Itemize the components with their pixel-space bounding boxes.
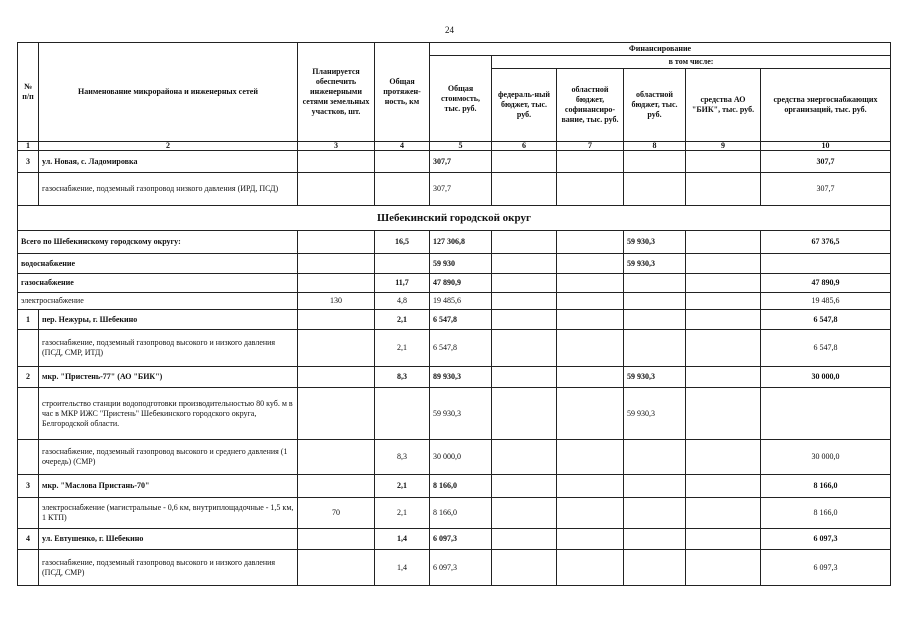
cell-bik [686,254,761,274]
cell-plots: 70 [298,498,375,529]
cell-plots [298,475,375,498]
cell-cofin [557,274,624,293]
header-federal: федераль-ный бюджет, тыс. руб. [492,69,557,142]
row-number [18,173,39,206]
header-name: Наименование микрорайона и инженерных сетей [39,43,298,142]
cell-federal [492,529,557,550]
table-row [18,498,891,529]
cell-length: 8,3 [375,440,430,475]
totals-name: водоснабжение [18,254,298,274]
cell-cofin [557,475,624,498]
cell-bik [686,151,761,173]
cell-energy: 307,7 [761,151,891,173]
cell-regional [624,274,686,293]
totals-row [18,231,891,254]
cell-bik [686,310,761,330]
table-row [18,440,891,475]
cell-plots [298,173,375,206]
cell-total: 6 097,3 [430,529,492,550]
cell-federal [492,151,557,173]
cell-cofin [557,367,624,388]
header-regional-cofin: областной бюджет, софинансиро-вание, тыс. руб. [557,69,624,142]
cell-energy [761,388,891,440]
cell-total: 30 000,0 [430,440,492,475]
cell-bik [686,498,761,529]
column-number: 10 [761,142,891,151]
row-name: ул. Новая, с. Ладомировка [39,151,298,173]
cell-bik [686,475,761,498]
row-number: 3 [18,475,39,498]
cell-length [375,254,430,274]
cell-energy: 8 166,0 [761,498,891,529]
cell-cofin [557,388,624,440]
cell-total: 19 485,6 [430,293,492,310]
cell-energy: 6 547,8 [761,330,891,367]
header-regional: областной бюджет, тыс. руб. [624,69,686,142]
cell-bik [686,330,761,367]
header-num: № п/п [18,43,39,142]
row-name: газоснабжение, подземный газопровод высокого и низкого давления (ПСД, СМР, ИТД) [39,330,298,367]
cell-total: 127 306,8 [430,231,492,254]
row-name: ул. Евтушенко, г. Шебекино [39,529,298,550]
cell-length [375,173,430,206]
cell-federal [492,173,557,206]
totals-name: Всего по Шебекинскому городскому округу: [18,231,298,254]
table-row-group [18,367,891,388]
column-number: 5 [430,142,492,151]
cell-energy: 8 166,0 [761,475,891,498]
header-in-that: в том числе: [492,56,891,69]
cell-cofin [557,498,624,529]
section-row [18,206,891,231]
cell-federal [492,254,557,274]
cell-plots [298,274,375,293]
cell-cofin [557,440,624,475]
cell-length: 1,4 [375,529,430,550]
cell-plots: 130 [298,293,375,310]
table-row [18,173,891,206]
cell-total: 8 166,0 [430,475,492,498]
cell-energy: 30 000,0 [761,440,891,475]
cell-total: 8 166,0 [430,498,492,529]
header-energy: средства энергоснабжающих организаций, тыс. руб. [761,69,891,142]
cell-cofin [557,151,624,173]
header-plots: Планируется обеспечить инженерными сетями земельных участков, шт. [298,43,375,142]
cell-total: 59 930 [430,254,492,274]
cell-length: 8,3 [375,367,430,388]
header-financing: Финансирование [430,43,891,56]
cell-regional [624,310,686,330]
cell-cofin [557,231,624,254]
table-row-group [18,151,891,173]
cell-federal [492,440,557,475]
header-total: Общая стоимость, тыс. руб. [430,56,492,142]
cell-federal [492,330,557,367]
totals-row [18,274,891,293]
row-name: мкр. "Маслова Пристань-70" [39,475,298,498]
cell-cofin [557,173,624,206]
column-number: 3 [298,142,375,151]
cell-regional [624,498,686,529]
cell-length: 1,4 [375,550,430,586]
cell-plots [298,367,375,388]
cell-total: 89 930,3 [430,367,492,388]
cell-federal [492,550,557,586]
cell-plots [298,151,375,173]
row-name: строительство станции водоподготовки производительностью 80 куб. м в час в МКР ИЖС "Пристень" Шебекинского городского округа, Белгородской области. [39,388,298,440]
column-number: 4 [375,142,430,151]
cell-regional [624,173,686,206]
column-number: 9 [686,142,761,151]
column-numbers-row [18,142,891,151]
table-row [18,388,891,440]
column-number: 8 [624,142,686,151]
cell-bik [686,550,761,586]
cell-length [375,388,430,440]
cell-regional [624,440,686,475]
cell-length: 2,1 [375,475,430,498]
cell-cofin [557,293,624,310]
cell-cofin [557,550,624,586]
table-row-group [18,529,891,550]
totals-name: газоснабжение [18,274,298,293]
cell-length: 2,1 [375,330,430,367]
row-name: пер. Нежуры, г. Шебекино [39,310,298,330]
cell-energy: 6 097,3 [761,550,891,586]
cell-plots [298,310,375,330]
cell-total: 307,7 [430,173,492,206]
cell-length: 2,1 [375,498,430,529]
row-number: 1 [18,310,39,330]
cell-plots [298,529,375,550]
cell-cofin [557,254,624,274]
cell-plots [298,330,375,367]
table-row [18,330,891,367]
row-number: 3 [18,151,39,173]
row-number [18,550,39,586]
cell-regional: 59 930,3 [624,388,686,440]
cell-energy: 67 376,5 [761,231,891,254]
cell-plots [298,254,375,274]
cell-energy: 30 000,0 [761,367,891,388]
cell-total: 307,7 [430,151,492,173]
row-number [18,330,39,367]
cell-federal [492,498,557,529]
cell-regional [624,475,686,498]
cell-energy: 19 485,6 [761,293,891,310]
totals-row [18,254,891,274]
column-number: 6 [492,142,557,151]
cell-cofin [557,330,624,367]
header-length: Общая протяжен-ность, км [375,43,430,142]
cell-bik [686,173,761,206]
cell-bik [686,388,761,440]
cell-federal [492,293,557,310]
row-name: газоснабжение, подземный газопровод низкого давления (ИРД, ПСД) [39,173,298,206]
page-number: 24 [445,25,454,35]
cell-bik [686,367,761,388]
cell-total: 6 097,3 [430,550,492,586]
cell-plots [298,388,375,440]
column-number: 7 [557,142,624,151]
row-number: 4 [18,529,39,550]
row-number [18,498,39,529]
cell-energy: 47 890,9 [761,274,891,293]
column-number: 2 [39,142,298,151]
cell-federal [492,310,557,330]
cell-energy: 6 097,3 [761,529,891,550]
cell-bik [686,274,761,293]
financing-table [17,42,891,586]
cell-federal [492,388,557,440]
section-title: Шебекинский городской округ [18,206,891,231]
row-name: электроснабжение (магистральные - 0,6 км, внутриплощадочные - 1,5 км, 1 КТП) [39,498,298,529]
cell-regional [624,151,686,173]
table-row-group [18,475,891,498]
cell-length: 16,5 [375,231,430,254]
row-name: газоснабжение, подземный газопровод высокого и низкого давления (ПСД, СМР) [39,550,298,586]
cell-cofin [557,529,624,550]
cell-plots [298,550,375,586]
row-name: мкр. "Пристень-77" (АО "БИК") [39,367,298,388]
cell-regional [624,293,686,310]
cell-bik [686,293,761,310]
cell-length: 4,8 [375,293,430,310]
cell-bik [686,529,761,550]
cell-regional: 59 930,3 [624,231,686,254]
cell-total: 59 930,3 [430,388,492,440]
header-bik: средства АО "БИК", тыс. руб. [686,69,761,142]
cell-total: 47 890,9 [430,274,492,293]
cell-energy: 6 547,8 [761,310,891,330]
cell-energy: 307,7 [761,173,891,206]
cell-regional [624,550,686,586]
cell-plots [298,231,375,254]
table-row-group [18,310,891,330]
cell-regional: 59 930,3 [624,254,686,274]
cell-plots [298,440,375,475]
cell-length: 11,7 [375,274,430,293]
cell-length: 2,1 [375,310,430,330]
cell-total: 6 547,8 [430,310,492,330]
cell-federal [492,367,557,388]
cell-bik [686,231,761,254]
totals-name: электроснабжение [18,293,298,310]
row-number [18,388,39,440]
cell-total: 6 547,8 [430,330,492,367]
cell-regional [624,529,686,550]
cell-bik [686,440,761,475]
cell-federal [492,475,557,498]
cell-length [375,151,430,173]
cell-regional: 59 930,3 [624,367,686,388]
totals-row [18,293,891,310]
column-number: 1 [18,142,39,151]
cell-cofin [557,310,624,330]
cell-federal [492,274,557,293]
row-name: газоснабжение, подземный газопровод высокого и среднего давления (1 очередь) (СМР) [39,440,298,475]
row-number [18,440,39,475]
cell-energy [761,254,891,274]
cell-regional [624,330,686,367]
cell-federal [492,231,557,254]
table-row [18,550,891,586]
row-number: 2 [18,367,39,388]
